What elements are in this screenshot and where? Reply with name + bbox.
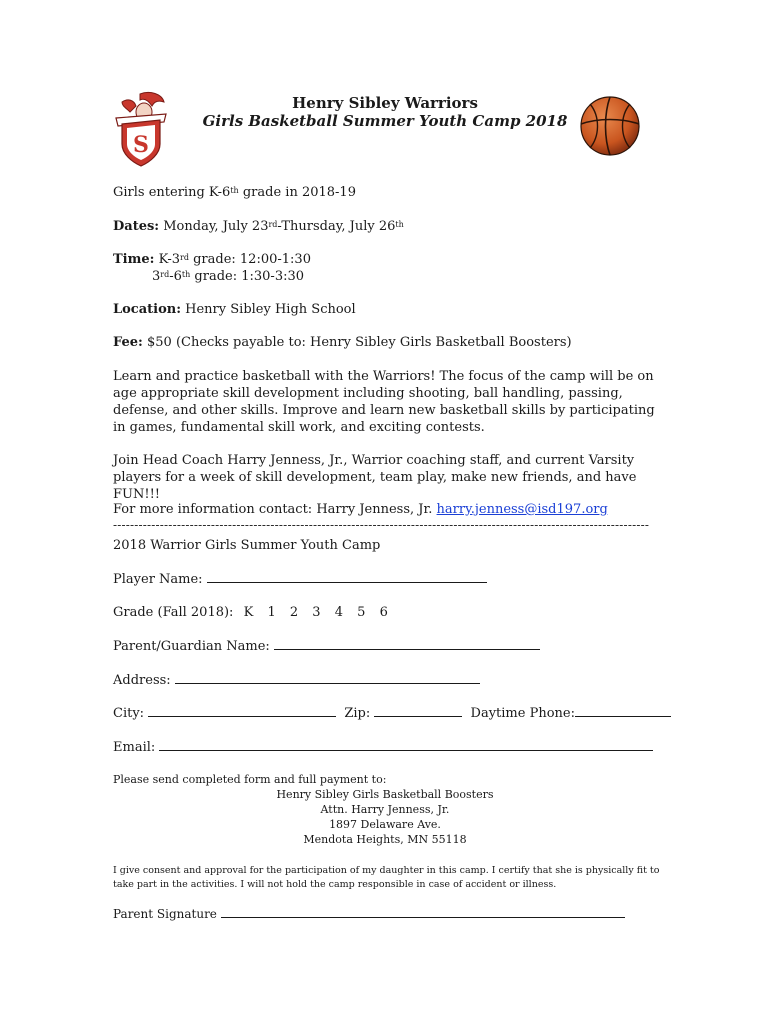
grade-option-k[interactable]: K: [243, 605, 254, 620]
mailing-line-2: Attn. Harry Jenness, Jr.: [320, 803, 450, 816]
grade-option-1[interactable]: 1: [267, 605, 276, 620]
mailing-intro: Please send completed form and full payment to:: [113, 773, 387, 786]
consent-statement: I give consent and approval for the participation of my daughter in this camp. I certify that she is physically fit to take part in the activities. I will not hold the camp responsible in case of accident or illness.: [113, 865, 660, 890]
contact-line: For more information contact: Harry Jenness, Jr. harry.jenness@isd197.org: [113, 502, 608, 517]
time-line-1: Time: K-3rd grade: 12:00-1:30: [113, 252, 311, 267]
contact-email-link[interactable]: harry.jenness@isd197.org: [436, 502, 608, 517]
grade-option-6[interactable]: 6: [379, 605, 388, 620]
address-field[interactable]: [175, 671, 480, 684]
grade-option-2[interactable]: 2: [289, 605, 299, 620]
grade-option-5[interactable]: 5: [357, 605, 366, 620]
email-label: Email:: [113, 740, 156, 755]
email-field[interactable]: [159, 738, 653, 751]
coach-paragraph: Join Head Coach Harry Jenness, Jr., Warrior coaching staff, and current Varsity players for a week of skill development, team play, make new friends, and have FUN!!!: [113, 453, 637, 502]
mailing-line-1: Henry Sibley Girls Basketball Boosters: [276, 788, 494, 801]
page-subtitle: Girls Basketball Summer Youth Camp 2018: [202, 112, 568, 130]
fee-label: Fee:: [113, 335, 143, 350]
city-label: City:: [113, 706, 145, 721]
eligibility-line: Girls entering K-6th grade in 2018-19: [113, 185, 356, 200]
grade-option-3[interactable]: 3: [312, 605, 321, 620]
parent-name-row: [113, 637, 540, 655]
parent-name-field[interactable]: [274, 637, 540, 650]
grade-option-4[interactable]: 4: [334, 605, 343, 620]
grade-row: [113, 604, 388, 621]
time-label: Time:: [113, 252, 155, 267]
dates-line: Dates: Monday, July 23rd-Thursday, July 26th: [113, 219, 404, 234]
signature-field[interactable]: [221, 905, 625, 918]
zip-label: Zip:: [344, 706, 371, 721]
phone-field[interactable]: [575, 704, 671, 717]
city-field[interactable]: [148, 704, 336, 717]
player-name-field[interactable]: [207, 570, 487, 583]
parent-name-label: Parent/Guardian Name:: [113, 639, 270, 654]
logo-letter: S: [133, 132, 149, 158]
grade-label: Grade (Fall 2018):: [113, 605, 234, 620]
basketball-icon: [578, 94, 642, 158]
mailing-line-3: 1897 Delaware Ave.: [329, 818, 441, 831]
fee-line: Fee: $50 (Checks payable to: Henry Sibley Girls Basketball Boosters): [113, 335, 572, 350]
cut-line-separator: ------------------------------------------------------------------------------------------------------------------------------: [113, 518, 650, 532]
player-name-label: Player Name:: [113, 572, 203, 587]
address-label: Address:: [113, 673, 171, 688]
dates-label: Dates:: [113, 219, 160, 234]
city-zip-phone-row: [113, 704, 671, 722]
signature-row: [113, 905, 625, 923]
page-title: Henry Sibley Warriors: [292, 94, 478, 112]
signature-label: Parent Signature: [113, 907, 217, 921]
email-row: [113, 738, 653, 756]
mailing-address: [0, 787, 770, 847]
location-label: Location:: [113, 302, 182, 317]
player-name-row: [113, 570, 487, 588]
zip-field[interactable]: [374, 704, 462, 717]
form-title: 2018 Warrior Girls Summer Youth Camp: [113, 538, 381, 553]
time-line-2: 3rd-6th grade: 1:30-3:30: [152, 269, 305, 284]
description-paragraph: Learn and practice basketball with the Warriors! The focus of the camp will be on age appropriate skill development including shooting, ball handling, passing, defense, and other skills. Improve and learn new basketball skills by participating in games, fundamental skill work, and exciting contests.: [113, 369, 655, 435]
mailing-line-4: Mendota Heights, MN 55118: [303, 833, 467, 846]
location-line: Location: Henry Sibley High School: [113, 302, 356, 317]
phone-label: Daytime Phone:: [470, 706, 575, 721]
address-row: [113, 671, 480, 689]
